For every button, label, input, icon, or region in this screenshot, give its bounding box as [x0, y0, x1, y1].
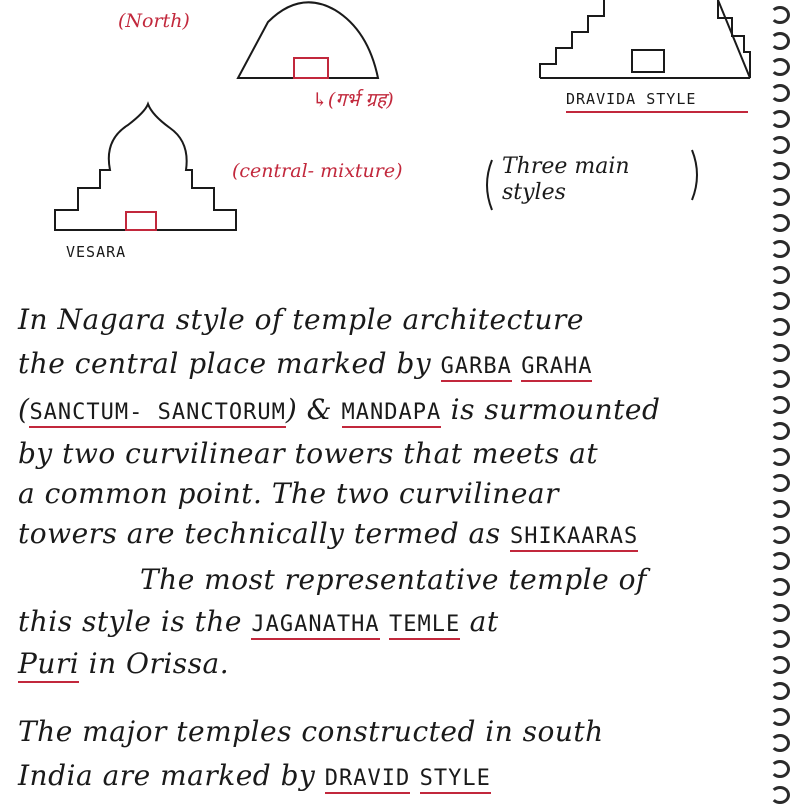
nagara-temple-outline: [238, 2, 378, 78]
spiral-ring: [770, 240, 790, 258]
right-paren: [692, 150, 697, 200]
vesara-garbha-griha: [126, 212, 156, 230]
p2-line-2-text: this style is the: [18, 605, 252, 638]
vesara-mixture-note: (central- mixture): [232, 160, 403, 182]
p1-line-3: [18, 392, 778, 431]
term-sanctum-sanctorum: SANCTUM- SANCTORUM: [29, 400, 285, 428]
p2-line-2-end: at: [460, 605, 499, 638]
spiral-ring: [770, 474, 790, 492]
nagara-garbha-griha: [294, 58, 328, 78]
spiral-ring: [770, 734, 790, 752]
p1-line-2: [18, 346, 778, 385]
spiral-ring: [770, 552, 790, 570]
p1-line-2-text: the central place marked by: [18, 347, 441, 380]
left-paren: [487, 160, 492, 210]
p3-line-1: The major temples constructed in south: [18, 715, 604, 748]
three-main-line: Three main: [502, 154, 630, 179]
spiral-ring: [770, 604, 790, 622]
p1-line-4: by two curvilinear towers that meets at: [18, 437, 599, 470]
term-temle: TEMLE: [389, 612, 460, 640]
vesara-label: VESARA: [66, 243, 127, 261]
styles-line: styles: [502, 180, 566, 205]
p1-line-5: a common point. The two curvilinear: [18, 477, 559, 510]
p2-line-2-space: [380, 605, 389, 638]
spiral-ring: [770, 760, 790, 778]
spiral-ring: [770, 292, 790, 310]
spiral-ring: [770, 162, 790, 180]
p1-line-3-mid: ) &: [285, 393, 342, 426]
term-garba: GARBA: [441, 354, 512, 382]
spiral-ring: [770, 500, 790, 518]
p2-line-3: [18, 646, 778, 682]
p3-line-2-space: [410, 759, 419, 792]
spiral-ring: [770, 630, 790, 648]
term-puri: Puri: [18, 647, 79, 683]
p2-line-1: The most representative temple of: [140, 563, 647, 596]
p1-line-3-open: (: [18, 393, 30, 426]
dravida-garbha-griha: [632, 50, 664, 72]
p1-line-6-text: towers are technically termed as: [18, 517, 510, 550]
spiral-ring: [770, 110, 790, 128]
spiral-ring: [770, 136, 790, 154]
spiral-ring: [770, 708, 790, 726]
spiral-ring: [770, 682, 790, 700]
spiral-ring: [770, 396, 790, 414]
three-main-styles-note: [502, 154, 630, 206]
term-jaganatha: JAGANATHA: [251, 612, 379, 640]
term-style: STYLE: [420, 766, 491, 794]
spiral-ring: [770, 6, 790, 24]
spiral-ring: [770, 526, 790, 544]
spiral-binding: [770, 0, 790, 800]
dravida-label: DRAVIDA STYLE: [566, 90, 697, 108]
term-dravid: DRAVID: [325, 766, 410, 794]
spiral-ring: [770, 656, 790, 674]
p3-line-2: [18, 758, 778, 797]
spiral-ring: [770, 214, 790, 232]
nagara-north-note: (North): [118, 10, 190, 32]
spiral-ring: [770, 578, 790, 596]
p1-line-6: [18, 516, 778, 555]
term-mandapa: MANDAPA: [342, 400, 442, 428]
spiral-ring: [770, 84, 790, 102]
p1-line-1: In Nagara style of temple architecture: [18, 303, 584, 336]
spiral-ring: [770, 32, 790, 50]
p2-line-2: [18, 604, 778, 643]
p1-line-2-space: [512, 347, 521, 380]
p2-line-3-end: in Orissa.: [79, 647, 230, 680]
spiral-ring: [770, 58, 790, 76]
spiral-ring: [770, 266, 790, 284]
p1-line-3-end: is surmounted: [441, 393, 661, 426]
spiral-ring: [770, 318, 790, 336]
dravida-temple-outline: [540, 0, 750, 78]
spiral-ring: [770, 344, 790, 362]
term-graha: GRAHA: [521, 354, 592, 382]
spiral-ring: [770, 422, 790, 440]
spiral-ring: [770, 786, 790, 804]
garbha-griha-note: ↳(गर्भ ग्रह): [312, 89, 394, 111]
term-shikaaras: SHIKAARAS: [510, 524, 638, 552]
spiral-ring: [770, 370, 790, 388]
p3-line-2-text: India are marked by: [18, 759, 325, 792]
spiral-ring: [770, 188, 790, 206]
spiral-ring: [770, 448, 790, 466]
